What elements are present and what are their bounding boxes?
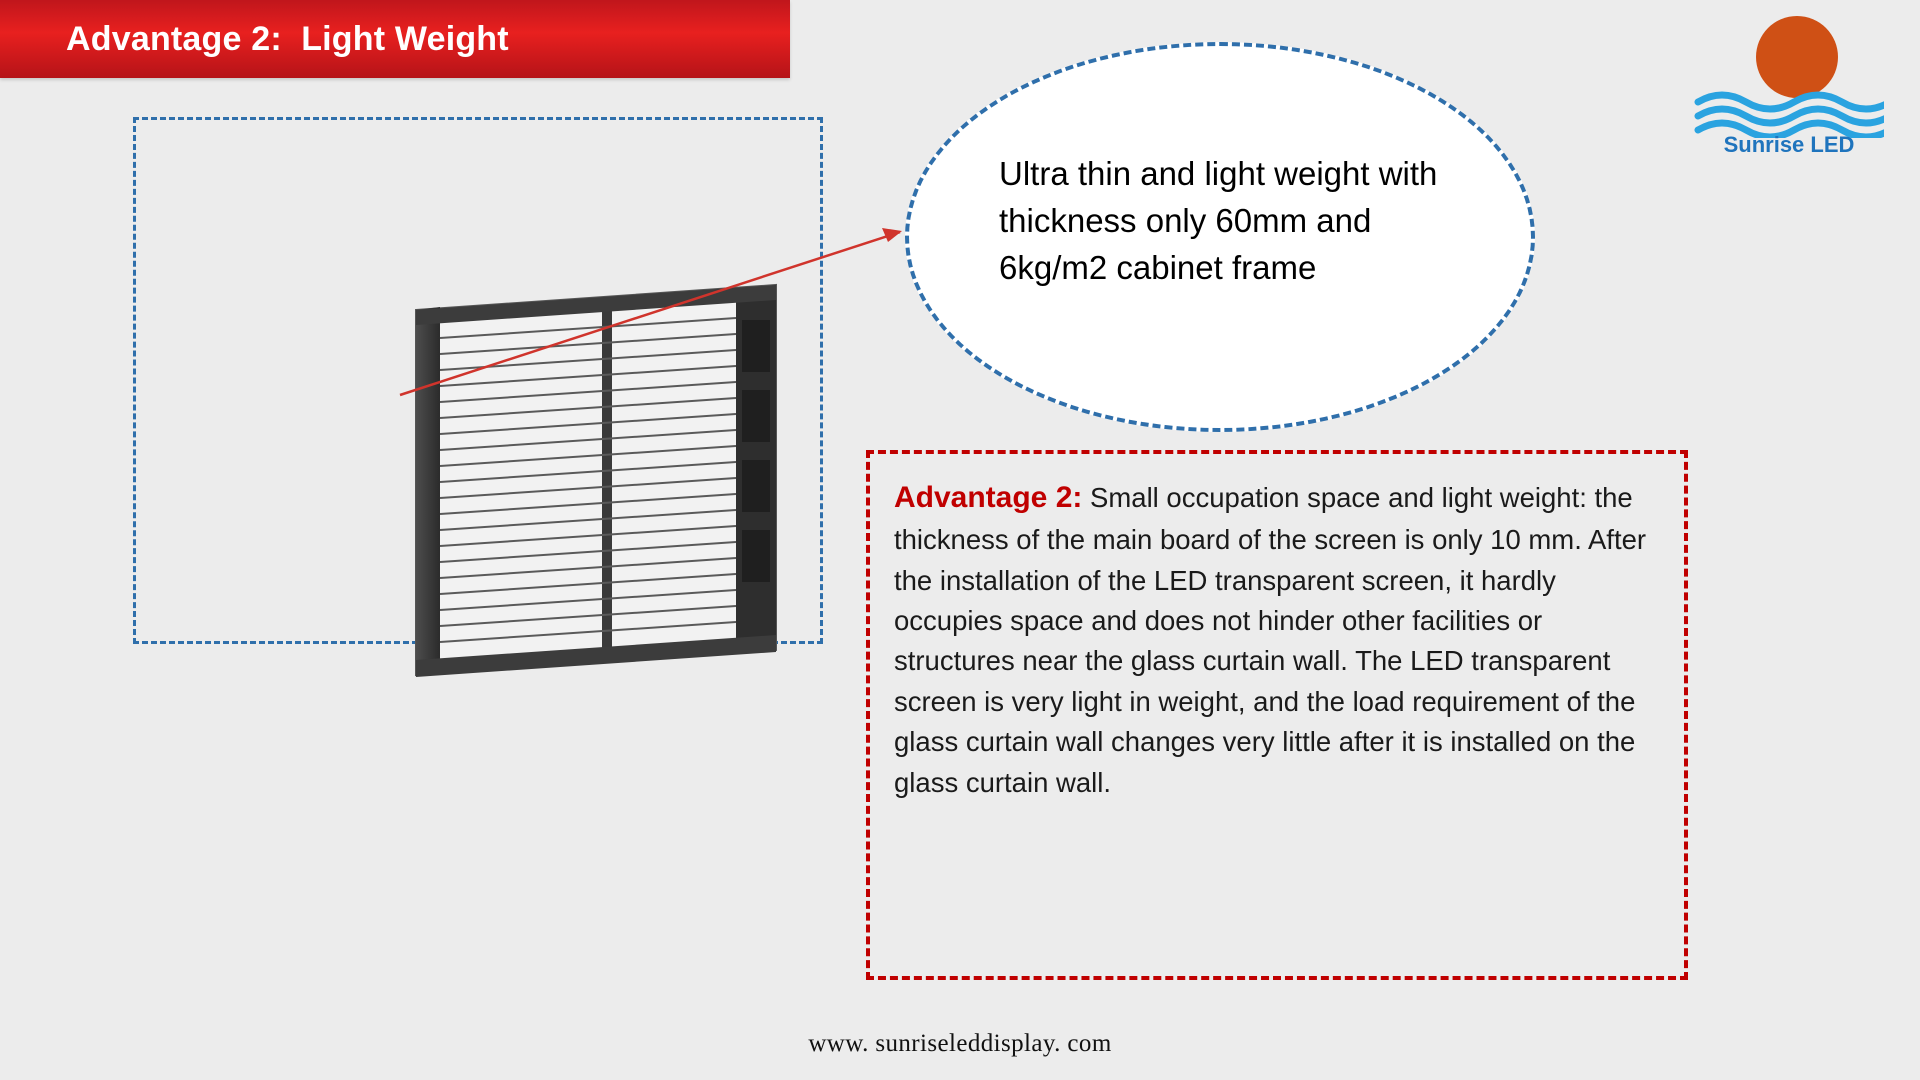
page-title: Advantage 2: Light Weight	[66, 19, 509, 58]
advantage-body: Small occupation space and light weight: the thickness of the main board of the screen is only 10 mm. After the installation of the LED transparent screen, it hardly occupies space and does not hinder other facilities or structures near the glass curtain wall. The LED transparent screen is very light in weight, and the load requirement of the glass curtain wall changes very little after it is installed on the glass curtain wall.	[894, 482, 1647, 798]
advantage-description-box	[866, 450, 1688, 980]
footer-website: www. sunriseleddisplay. com	[808, 1030, 1112, 1057]
callout-text: Ultra thin and light weight with thickness only 60mm and 6kg/m2 cabinet frame	[999, 155, 1438, 286]
led-panel-image	[406, 280, 806, 720]
brand-name: Sunrise LED	[1723, 132, 1855, 157]
led-cabinet-illustration	[406, 280, 806, 720]
slide-title-banner	[0, 0, 790, 78]
brand-logo	[1694, 10, 1884, 160]
product-image-frame	[133, 117, 823, 644]
wave-icon	[1694, 88, 1884, 138]
callout-bubble	[905, 42, 1535, 432]
advantage-description-text	[894, 476, 1660, 803]
sun-icon	[1756, 16, 1838, 98]
advantage-label: Advantage 2:	[894, 481, 1083, 514]
